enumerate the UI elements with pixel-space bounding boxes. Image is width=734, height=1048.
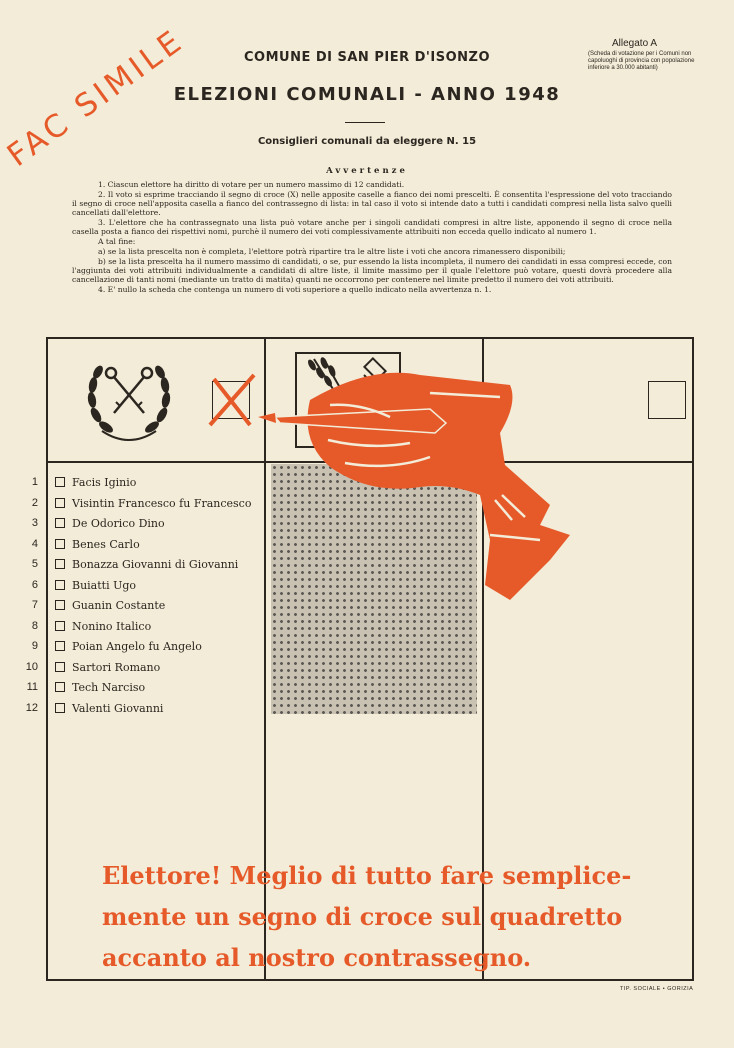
slogan-line: accanto al nostro contrassegno. [102, 943, 532, 972]
candidate-name: Facis Iginio [72, 476, 137, 489]
candidate-name: Valenti Giovanni [72, 702, 164, 715]
instruction-paragraph: b) se la lista prescelta ha il numero massimo di candidati, o se, pur essendo la lista incompleta, il numero dei candidati in essa compresi eccede, con l'aggiunta dei voti attribuiti individualmente a candidati di altre liste, il limite massimo per il quale l'elettore può votare, questi dovrà procedere alla cancellazione di tanti nomi (mediante un tratto di matita) quanti ne occorrono per contenere nel limite predetto il numero dei voti attribuiti. [72, 257, 672, 284]
printer-credit: TIP. SOCIALE • GORIZIA [620, 986, 694, 992]
hand-pencil-illustration-icon [250, 345, 580, 605]
wreath-keys-emblem-icon [82, 345, 176, 453]
candidate-vote-box[interactable] [55, 559, 65, 569]
candidate-name: Benes Carlo [72, 538, 140, 551]
instruction-paragraph: a) se la lista prescelta non è completa, l'elettore potrà ripartire tra le altre liste i voti che ancora rimanessero disponibili; [98, 247, 566, 256]
instruction-paragraph: A tal fine: [98, 237, 136, 246]
candidate-name: Nonino Italico [72, 620, 152, 633]
candidate-number: 12 [25, 702, 38, 714]
candidate-vote-box[interactable] [55, 498, 65, 508]
candidate-number: 5 [31, 558, 38, 570]
candidate-vote-box[interactable] [55, 703, 65, 713]
candidate-vote-box[interactable] [55, 641, 65, 651]
candidate-number: 4 [31, 538, 38, 550]
candidate-vote-box[interactable] [55, 682, 65, 692]
instruction-paragraph: 4. E' nullo la scheda che contenga un numero di voti superiore a quello indicato nella avvertenza n. 1. [98, 285, 492, 294]
list-3-vote-box[interactable] [648, 381, 686, 419]
candidate-number: 11 [26, 681, 38, 693]
candidate-name: Poian Angelo fu Angelo [72, 640, 202, 653]
candidate-name: De Odorico Dino [72, 517, 165, 530]
candidate-number: 9 [31, 640, 38, 652]
candidate-number: 2 [31, 497, 38, 509]
seats-subtitle: Consiglieri comunali da eleggere N. 15 [257, 136, 477, 147]
fac-simile-stamp: FAC SIMILE [0, 22, 191, 174]
slogan-line: Elettore! Meglio di tutto fare semplice- [102, 861, 632, 890]
candidate-number: 7 [31, 599, 38, 611]
slogan-block [102, 855, 662, 978]
candidate-number: 8 [31, 620, 38, 632]
title-rule [345, 122, 385, 123]
candidate-vote-box[interactable] [55, 518, 65, 528]
candidate-vote-box[interactable] [55, 621, 65, 631]
instructions-block [72, 180, 672, 295]
candidate-name: Buiatti Ugo [72, 579, 137, 592]
candidate-vote-box[interactable] [55, 580, 65, 590]
instructions-title: Avvertenze [326, 166, 408, 176]
candidate-vote-box[interactable] [55, 539, 65, 549]
candidate-vote-box[interactable] [55, 662, 65, 672]
candidate-number: 10 [25, 661, 38, 673]
comune-heading: COMUNE DI SAN PIER D'ISONZO [243, 50, 490, 65]
candidate-vote-box[interactable] [55, 477, 65, 487]
candidate-name: Tech Narciso [72, 681, 146, 694]
candidate-vote-box[interactable] [55, 600, 65, 610]
candidate-name: Bonazza Giovanni di Giovanni [72, 558, 239, 571]
slogan-line: mente un segno di croce sul quadretto [102, 902, 623, 931]
candidate-number: 3 [31, 517, 38, 529]
candidate-name: Sartori Romano [72, 661, 161, 674]
candidate-name: Guanin Costante [72, 599, 166, 612]
allegato-note: (Scheda di votazione per i Comuni non capoluoghi di provincia con popolazione inferiore a 30.000 abitanti) [588, 51, 695, 71]
candidate-name: Visintin Francesco fu Francesco [72, 497, 252, 510]
instruction-paragraph: 1. Ciascun elettore ha diritto di votare per un numero massimo di 12 candidati. [98, 180, 405, 189]
candidate-number: 1 [31, 476, 38, 488]
instruction-paragraph: 3. L'elettore che ha contrassegnato una lista può votare anche per i singoli candidati compresi in altre liste, apponendo il segno di croce nella casella posta a fianco dei rispettivi nomi, purchè il numero dei voti complessivamente attribuiti non ecceda quello indicato al numero 1. [72, 218, 672, 236]
instruction-paragraph: 2. Il voto si esprime tracciando il segno di croce (X) nelle apposite caselle a fianco dei nomi prescelti. È consentita l'espressione del voto tracciando il segno di croce nell'apposita casella a fianco del contrassegno di lista: in tal caso il voto si intende dato a tutti i candidati compresi nella lista salvo quelli cancellati dall'elettore. [72, 190, 672, 217]
page-title: ELEZIONI COMUNALI - ANNO 1948 [173, 84, 561, 105]
allegato-label: Allegato A [612, 38, 658, 49]
candidate-number: 6 [31, 579, 38, 591]
